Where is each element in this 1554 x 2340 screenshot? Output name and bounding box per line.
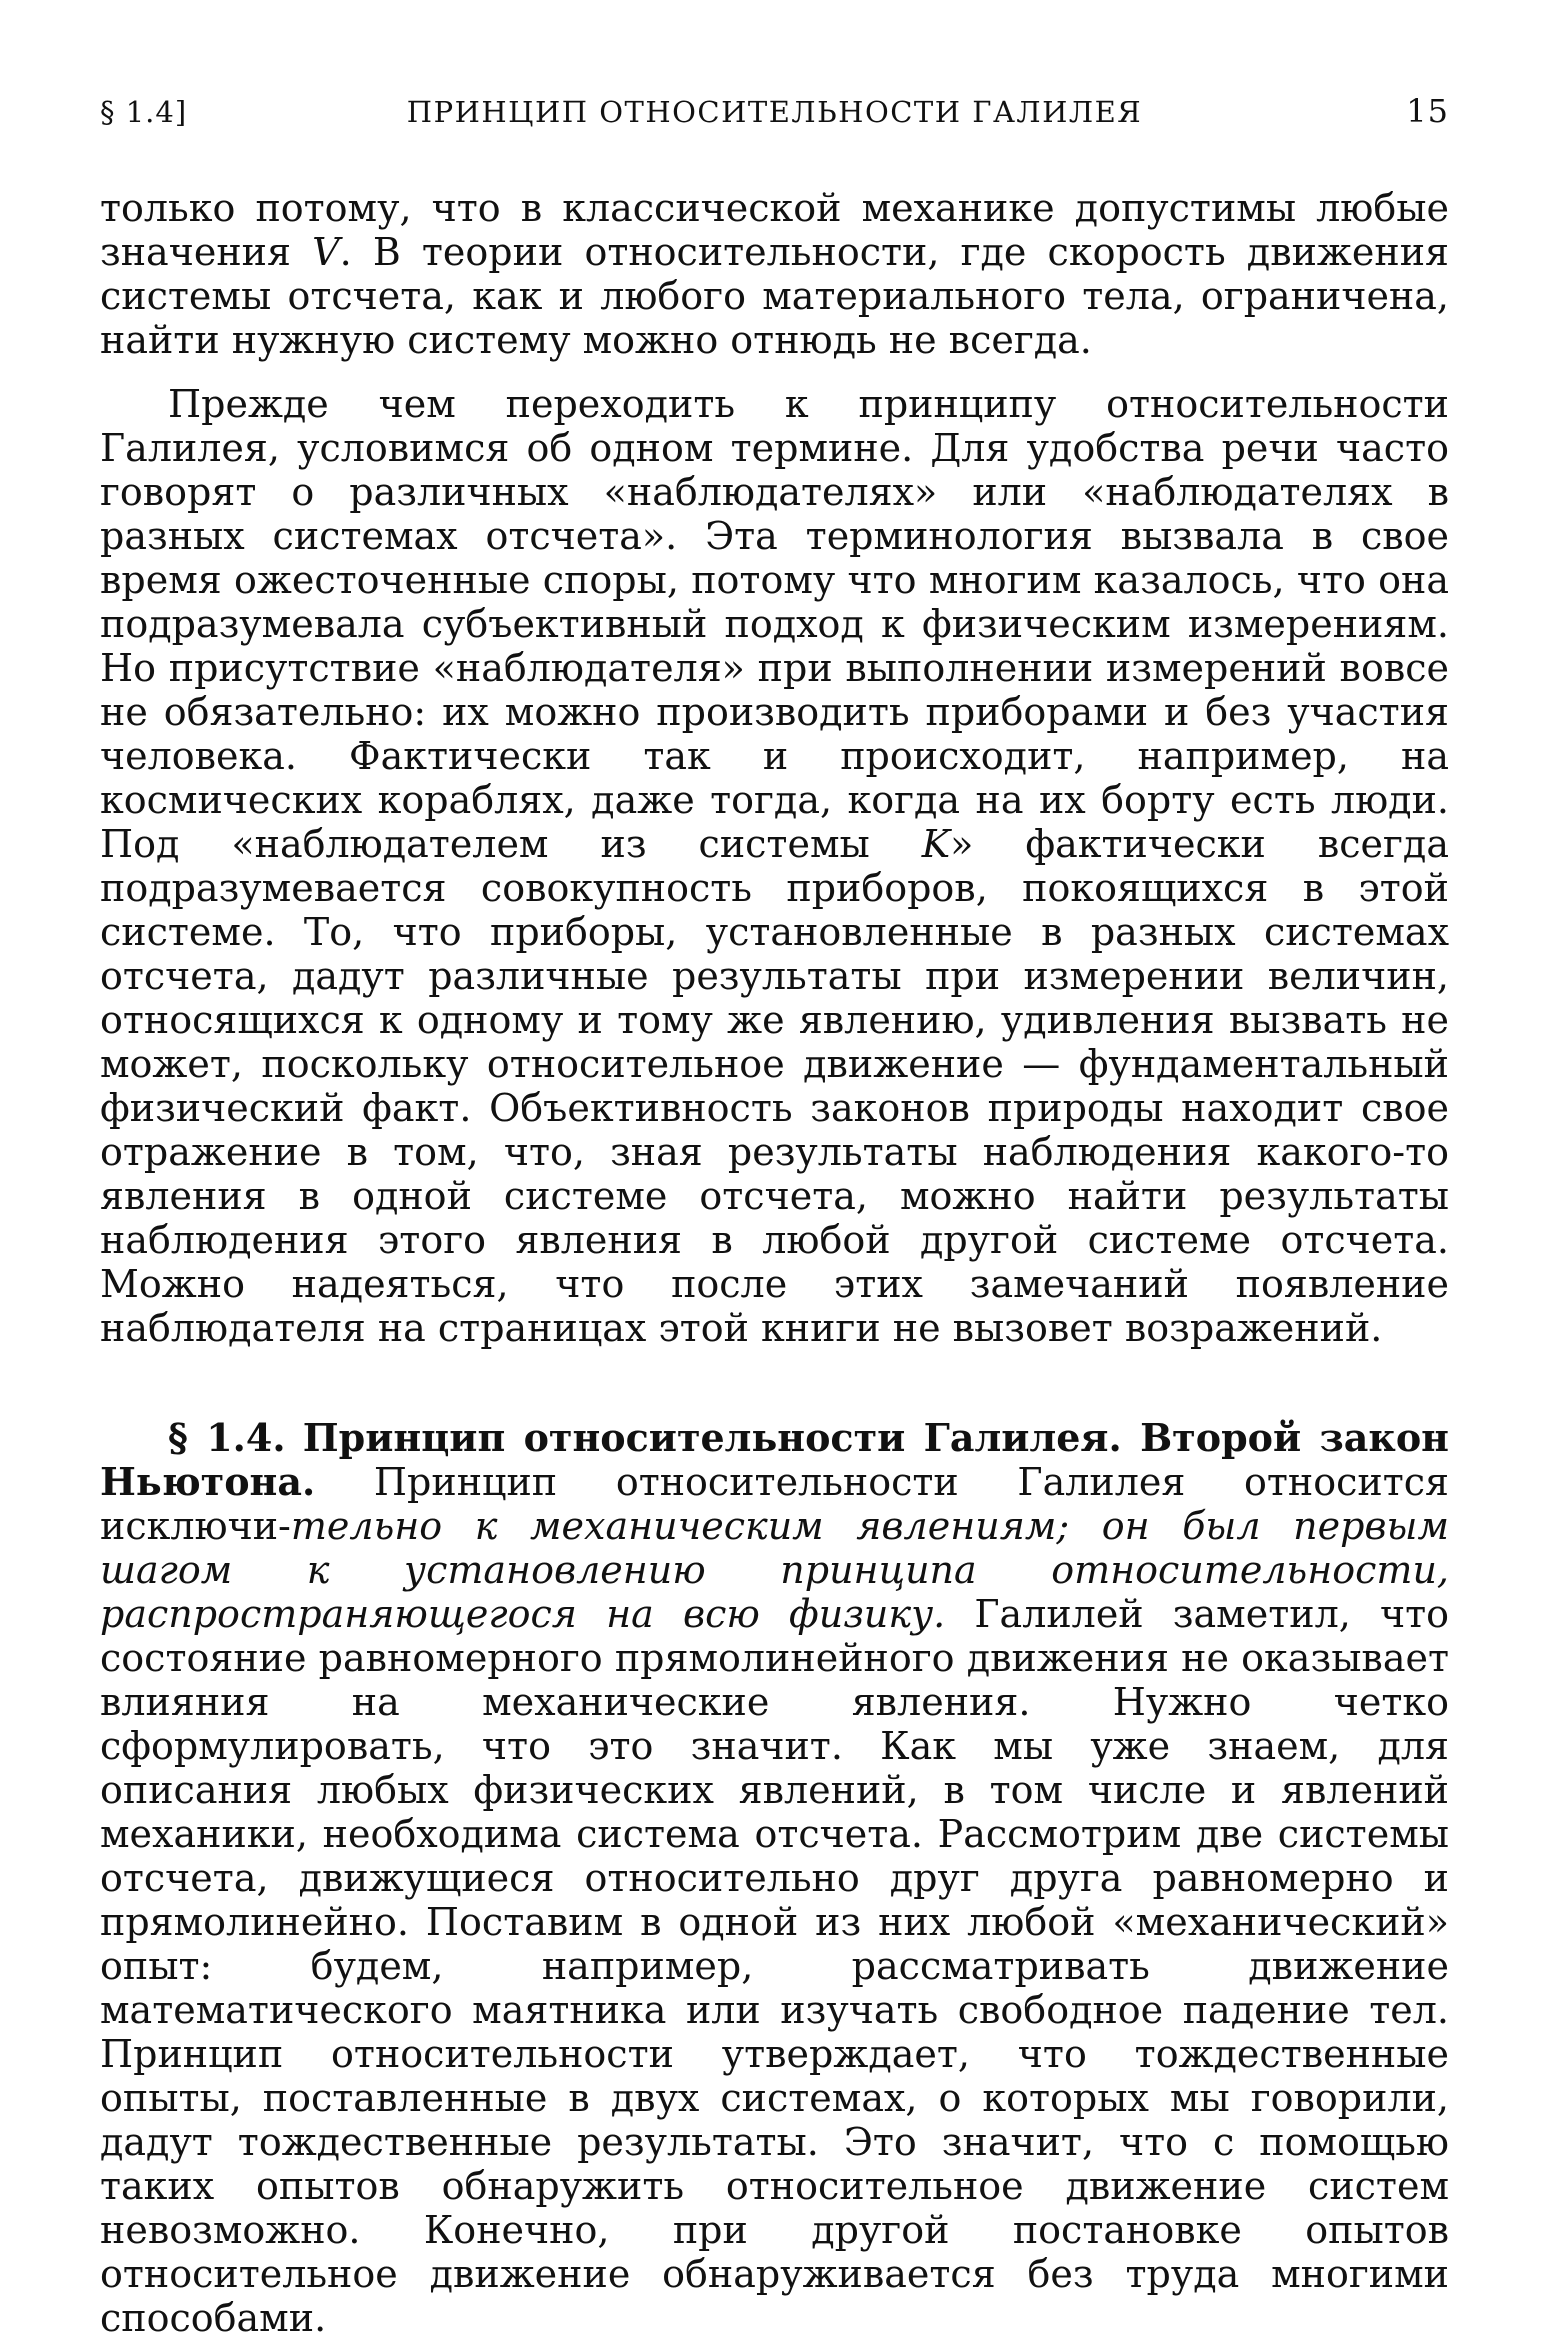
running-head — [100, 92, 1449, 152]
paragraph-1-text-a: только потому, что в классической механике допустимы любые значения — [100, 186, 1449, 274]
section-1-4-paragraph — [100, 1416, 1449, 2340]
section-heading-text: Принцип относительности Галилея. Второй закон Ньютона. — [100, 1415, 1449, 1504]
paragraph-2-text-b: » фактически всегда подразумевается совокупность приборов, покоящихся в этой системе. То, что приборы, установленные в разных системах отсчета, дадут различные результаты при измерении величин, относящихся к одному и тому же явлению, удивления вызвать не может, поскольку относительное движение — фундаментальный физический факт. Объективность законов природы находит свое отражение в том, что, зная результаты наблюдения какого-то явления в одной системе отсчета, можно найти результаты наблюдения этого явления в любой другой системе отсчета. Можно надеяться, что после этих замечаний появление наблюдателя на страницах этой книги не вызовет возражений. — [100, 822, 1449, 1350]
variable-v: V — [312, 230, 340, 274]
section-body-text: Галилей заметил, что состояние равномерного прямолинейного движения не оказывает влияния на механические явления. Нужно четко сформулировать, что это значит. Как мы уже знаем, для описания любых физических явлений, в том числе и явлений механики, необходима система отсчета. Рассмотрим две системы отсчета, движущиеся относительно друг друга равномерно и прямолинейно. Поставим в одной из них любой «механический» опыт: будем, например, рассматривать движение математического маятника или изучать свободное падение тел. Принцип относительности утверждает, что тождественные опыты, поставленные в двух системах, о которых мы говорили, дадут тождественные результаты. Это значит, что с помощью таких опытов обнаружить относительное движение систем невозможно. Конечно, при другой постановке опытов относительное движение обнаруживается без труда многими способами. — [100, 1592, 1449, 2340]
paragraph-1-text-b: . В теории относительности, где скорость движения системы отсчета, как и любого материального тела, ограничена, найти нужную систему можно отнюдь не всегда. — [100, 230, 1449, 362]
header-title: ПРИНЦИП ОТНОСИТЕЛЬНОСТИ ГАЛИЛЕЯ — [406, 95, 1143, 129]
paragraph-2 — [100, 382, 1449, 1350]
section-heading-number: § 1.4. — [168, 1415, 286, 1460]
section-emphasis-text: тельно к механическим явлениям; он был первым шагом к установлению принципа относительности, распространяющегося на всю физику. — [100, 1504, 1449, 1636]
page-number: 15 — [1406, 92, 1449, 130]
paragraph-2-text-a: Прежде чем переходить к принципу относительности Галилея, условимся об одном термине. Для удобства речи часто говорят о различных «наблюдателях» или «наблюдателях в разных системах отсчета». Эта терминология вызвала в свое время ожесточенные споры, потому что многим казалось, что она подразумевала субъективный подход к физическим измерениям. Но присутствие «наблюдателя» при выполнении измерений вовсе не обязательно: их можно производить приборами и без участия человека. Фактически так и происходит, например, на космических кораблях, даже тогда, когда на их борту есть люди. Под «наблюдателем из системы — [100, 382, 1449, 866]
paragraph-1 — [100, 186, 1449, 362]
section-lead-text: Принцип относительности Галилея относится исключи- — [100, 1460, 1449, 1548]
variable-k: K — [921, 822, 951, 866]
header-section-ref: § 1.4] — [100, 95, 188, 129]
